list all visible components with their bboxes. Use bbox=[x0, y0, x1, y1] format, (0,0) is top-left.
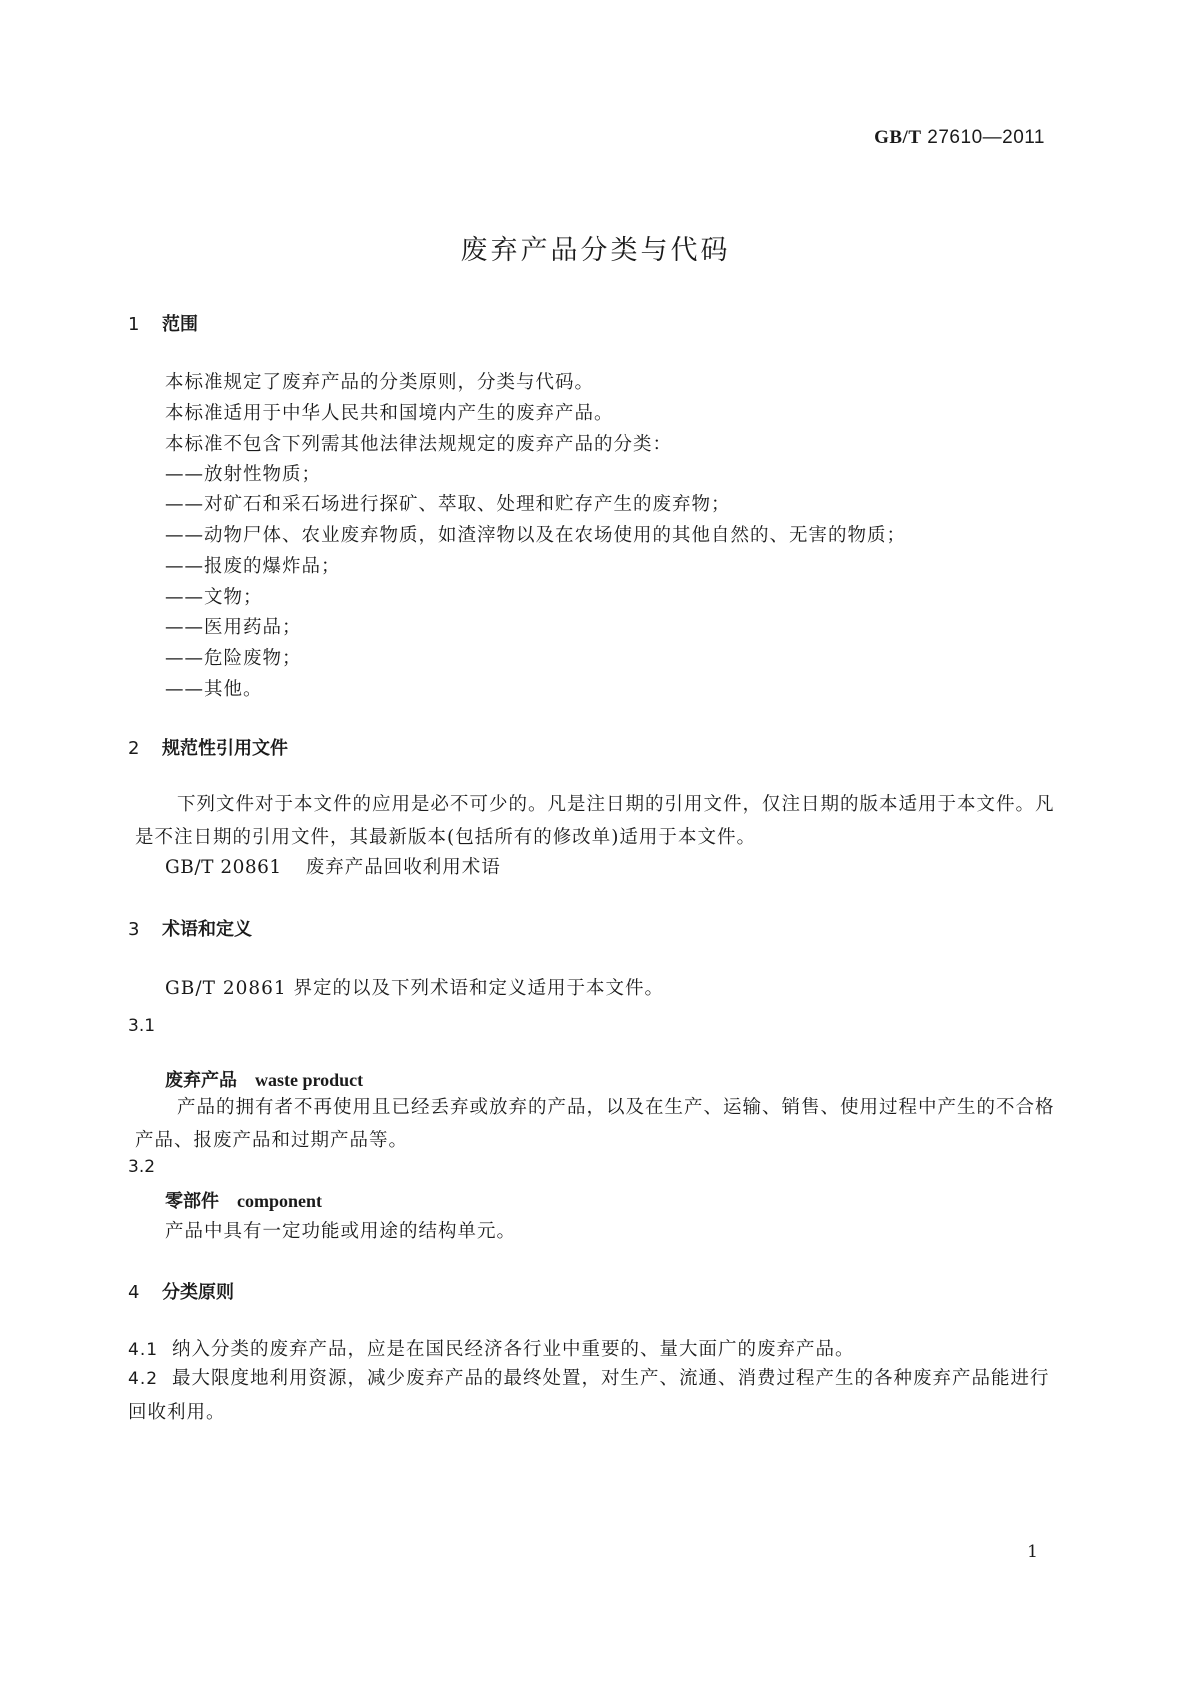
list-item: ——放射性物质； bbox=[165, 464, 322, 485]
section-title: 范围 bbox=[162, 314, 198, 335]
paragraph: 本标准适用于中华人民共和国境内产生的废弃产品。 bbox=[165, 403, 614, 424]
term-number: 3.2 bbox=[128, 1157, 156, 1177]
standard-code bbox=[874, 127, 1045, 149]
paragraph: 下列文件对于本文件的应用是必不可少的。凡是注日期的引用文件，仅注日期的版本适用于本文件。凡是不注日期的引用文件，其最新版本(包括所有的修改单)适用于本文件。 bbox=[135, 794, 1055, 848]
list-item: ——危险废物； bbox=[165, 648, 302, 669]
clause bbox=[128, 1362, 1055, 1429]
list-item: ——对矿石和采石场进行探矿、萃取、处理和贮存产生的废弃物； bbox=[165, 494, 731, 515]
section-number: 2 bbox=[128, 738, 140, 759]
paragraph: 本标准规定了废弃产品的分类原则，分类与代码。 bbox=[165, 372, 595, 393]
term-zh: 零部件 bbox=[165, 1191, 219, 1212]
section-number: 4 bbox=[128, 1282, 140, 1303]
normative-paragraph bbox=[135, 788, 1055, 854]
paragraph: 本标准不包含下列需其他法律法规规定的废弃产品的分类： bbox=[165, 434, 673, 455]
term-title bbox=[165, 1066, 363, 1092]
reference-title: 废弃产品回收利用术语 bbox=[305, 857, 501, 878]
normative-reference bbox=[165, 853, 501, 879]
paragraph: GB/T 20861 界定的以及下列术语和定义适用于本文件。 bbox=[165, 978, 665, 999]
list-item: ——报废的爆炸品； bbox=[165, 556, 341, 577]
section-number: 1 bbox=[128, 314, 140, 335]
section-title: 规范性引用文件 bbox=[162, 738, 288, 759]
section-title: 分类原则 bbox=[162, 1282, 234, 1303]
standard-number: 27610—2011 bbox=[927, 127, 1045, 148]
reference-code: GB/T 20861 bbox=[165, 857, 282, 878]
term-en: waste product bbox=[255, 1070, 364, 1090]
document-title: 废弃产品分类与代码 bbox=[460, 235, 731, 266]
list-item: ——动物尸体、农业废弃物质，如渣滓物以及在农场使用的其他自然的、无害的物质； bbox=[165, 525, 907, 546]
page-number: 1 bbox=[1027, 1542, 1038, 1562]
term-number: 3.1 bbox=[128, 1016, 156, 1036]
standard-prefix: GB/T bbox=[874, 127, 922, 148]
term-zh: 废弃产品 bbox=[165, 1070, 237, 1091]
list-item: ——其他。 bbox=[165, 679, 263, 700]
clause-text: 纳入分类的废弃产品，应是在国民经济各行业中重要的、量大面广的废弃产品。 bbox=[172, 1339, 855, 1360]
section-2-heading bbox=[128, 734, 288, 760]
section-4-heading bbox=[128, 1278, 234, 1304]
section-1-heading bbox=[128, 310, 198, 336]
list-item: ——医用药品； bbox=[165, 617, 302, 638]
paragraph: 产品的拥有者不再使用且已经丢弃或放弃的产品，以及在生产、运输、销售、使用过程中产生的不合格产品、报废产品和过期产品等。 bbox=[135, 1097, 1055, 1151]
term-en: component bbox=[237, 1191, 322, 1211]
section-title: 术语和定义 bbox=[162, 919, 252, 940]
section-3-heading bbox=[128, 915, 252, 941]
list-item: ——文物； bbox=[165, 587, 263, 608]
term-definition bbox=[135, 1091, 1055, 1157]
term-title bbox=[165, 1187, 322, 1213]
paragraph: 产品中具有一定功能或用途的结构单元。 bbox=[165, 1221, 517, 1242]
clause bbox=[128, 1335, 855, 1361]
clause-number: 4.2 bbox=[128, 1369, 159, 1389]
clause-text: 最大限度地利用资源，减少废弃产品的最终处置，对生产、流通、消费过程产生的各种废弃产品能进行回收利用。 bbox=[128, 1368, 1050, 1423]
section-number: 3 bbox=[128, 919, 140, 940]
clause-number: 4.1 bbox=[128, 1340, 159, 1360]
